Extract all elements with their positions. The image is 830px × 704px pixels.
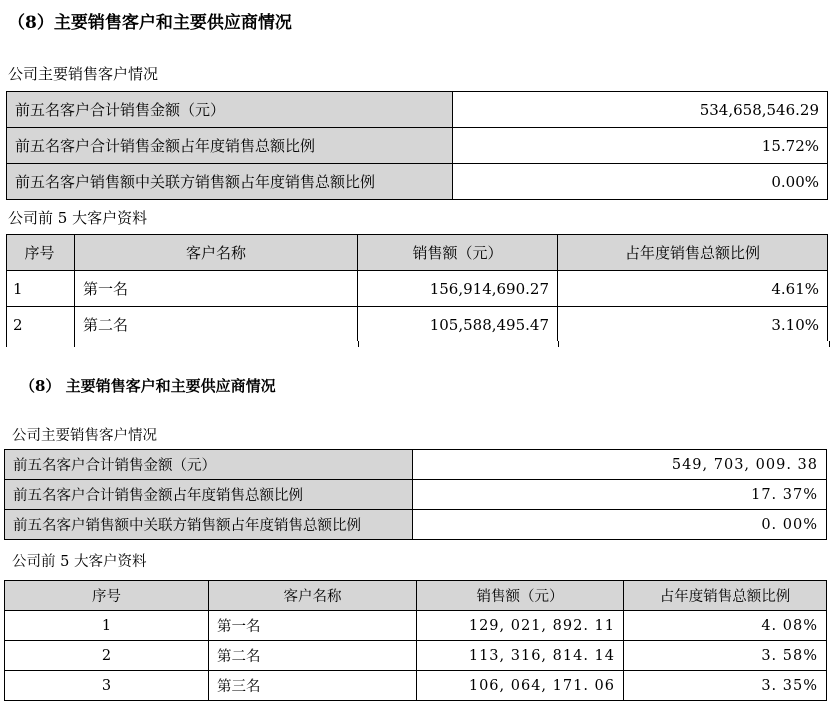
summary-label: 前五名客户合计销售金额（元） [7, 92, 453, 128]
summary-value: 15.72% [453, 128, 828, 164]
sales-ratio: 3.10% [558, 307, 828, 343]
sales-amount: 156,914,690.27 [358, 271, 558, 307]
table-row [5, 641, 827, 671]
customer-name: 第一名 [75, 271, 358, 307]
sales-amount: 106, 064, 171. 06 [417, 671, 624, 701]
sales-amount: 105,588,495.47 [358, 307, 558, 343]
summary-label: 前五名客户合计销售金额（元） [5, 450, 413, 480]
customer-name: 第二名 [209, 641, 417, 671]
summary-value: 549, 703, 009. 38 [413, 450, 827, 480]
column-header: 占年度销售总额比例 [624, 581, 827, 611]
table-row [7, 271, 828, 307]
sales-amount: 129, 021, 892. 11 [417, 611, 624, 641]
table-row [7, 92, 828, 128]
summary-label: 前五名客户销售额中关联方销售额占年度销售总额比例 [7, 164, 453, 200]
table-row [7, 307, 828, 343]
column-header: 序号 [7, 235, 75, 271]
column-header: 客户名称 [209, 581, 417, 611]
table-header-row [5, 581, 827, 611]
section2-summary-table [4, 449, 827, 540]
table-row [5, 671, 827, 701]
section1-top5-table [6, 234, 828, 343]
row-number: 1 [7, 271, 75, 307]
sales-ratio: 3. 58% [624, 641, 827, 671]
section2-top5-table [4, 580, 827, 701]
customer-name: 第一名 [209, 611, 417, 641]
summary-label: 前五名客户销售额中关联方销售额占年度销售总额比例 [5, 510, 413, 540]
table-row [7, 164, 828, 200]
summary-value: 534,658,546.29 [453, 92, 828, 128]
table-row [5, 611, 827, 641]
column-header: 占年度销售总额比例 [558, 235, 828, 271]
table-header-row [7, 235, 828, 271]
table-row [7, 128, 828, 164]
sales-ratio: 4.61% [558, 271, 828, 307]
column-header: 客户名称 [75, 235, 358, 271]
column-header: 序号 [5, 581, 209, 611]
section1-subtitle: 公司主要销售客户情况 [8, 65, 159, 83]
customer-name: 第二名 [75, 307, 358, 343]
row-number: 3 [5, 671, 209, 701]
row-number: 1 [5, 611, 209, 641]
section1-top5-title: 公司前 5 大客户资料 [8, 209, 148, 227]
row-number: 2 [5, 641, 209, 671]
sales-ratio: 4. 08% [624, 611, 827, 641]
table-row [5, 510, 827, 540]
table-row [5, 450, 827, 480]
section2-heading: （8） 主要销售客户和主要供应商情况 [20, 377, 276, 395]
section1-heading: （8）主要销售客户和主要供应商情况 [8, 13, 292, 33]
summary-value: 0.00% [453, 164, 828, 200]
summary-value: 17. 37% [413, 480, 827, 510]
sales-ratio: 3. 35% [624, 671, 827, 701]
summary-value: 0. 00% [413, 510, 827, 540]
section2-subtitle: 公司主要销售客户情况 [12, 428, 157, 444]
sales-amount: 113, 316, 814. 14 [417, 641, 624, 671]
customer-name: 第三名 [209, 671, 417, 701]
section2-top5-title: 公司前 5 大客户资料 [12, 554, 147, 570]
section1-summary-table [6, 91, 828, 200]
row-number: 2 [7, 307, 75, 343]
column-header: 销售额（元） [358, 235, 558, 271]
table-row [5, 480, 827, 510]
summary-label: 前五名客户合计销售金额占年度销售总额比例 [7, 128, 453, 164]
table-cutoff-edge [6, 341, 830, 347]
column-header: 销售额（元） [417, 581, 624, 611]
summary-label: 前五名客户合计销售金额占年度销售总额比例 [5, 480, 413, 510]
